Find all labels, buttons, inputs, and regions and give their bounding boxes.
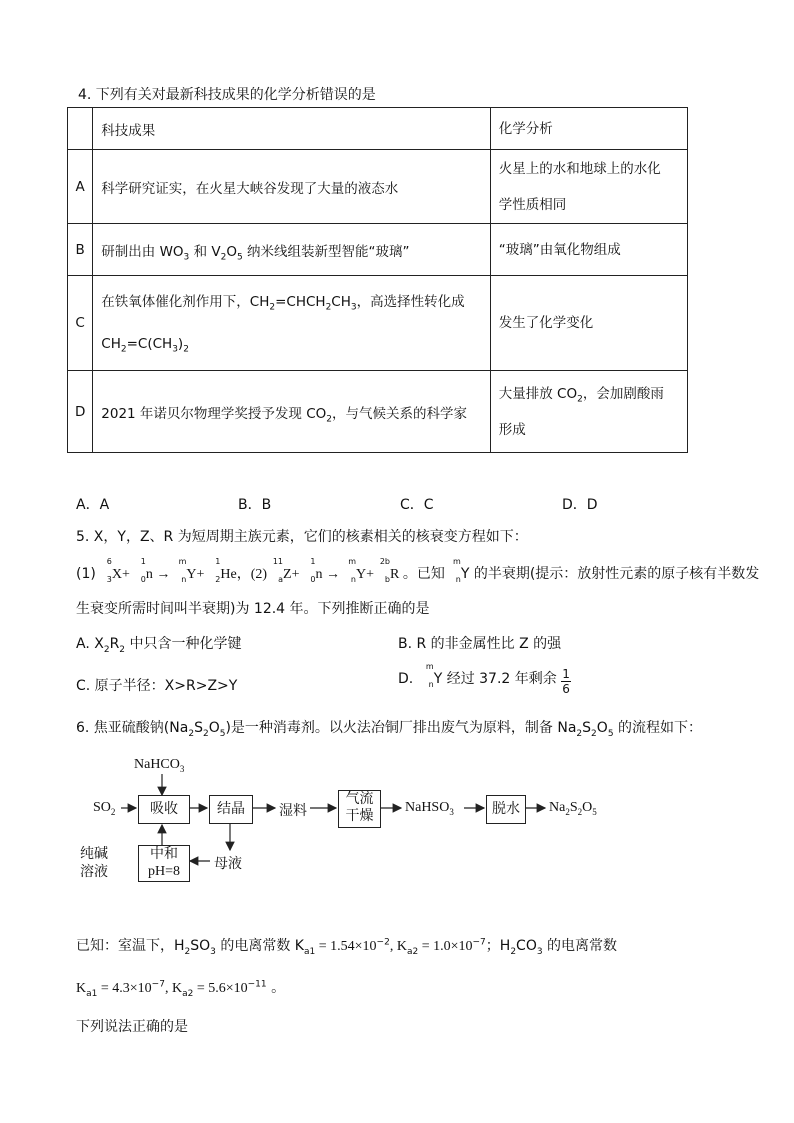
row-analysis: 大量排放 $CO_2$，会加剧酸雨 形成	[490, 371, 687, 453]
q4-table	[67, 107, 688, 453]
row-analysis: 火星上的水和地球上的水化 学性质相同	[490, 150, 687, 224]
q4-stem: 4. 下列有关对最新科技成果的化学分析错误的是	[78, 87, 376, 103]
row-label: C	[68, 276, 93, 371]
q6-known-line1: 已知：室温下，$H_2SO_3$ 的电离常数 $K_{a1} = 1.54\times 10^{-2}$, $K_{a2} = 1.0\times 10^{-7}$；$H_2CO_3$ 的电离常数	[76, 937, 618, 957]
flow-absorb-box: 吸收	[138, 795, 190, 824]
q6-known-line2: $K_{a1} = 4.3\times 10^{-7}$, $K_{a2} = 5.6\times 10^{-11}$ 。	[76, 979, 286, 999]
row-label: B	[68, 224, 93, 276]
table-row	[68, 224, 688, 276]
flow-wet: 湿料	[279, 804, 307, 819]
flow-soda: 纯碱 溶液	[80, 847, 108, 880]
q4-option-b: B．B	[238, 497, 272, 513]
flow-mother: 母液	[214, 857, 242, 872]
table-row	[68, 150, 688, 224]
flow-crystal-box: 结晶	[209, 795, 253, 824]
table-header-row	[68, 108, 688, 150]
q5-stem: 5. X，Y，Z、R 为短周期主族元素，它们的核素相关的核衰变方程如下：	[76, 529, 528, 545]
flow-nahco3: NaHCO$_3$	[134, 757, 185, 774]
row-achievement: 在铁氧体催化剂作用下，$CH_2=CHCH_2CH_3$，高选择性转化成 $CH_2=C(CH_3)_2$	[93, 276, 490, 371]
q5-equations: (1) 6 3 X+ 1 0 n → m n Y+ 1 2 He，(2) 11 a Z+ 1 0 n → m n Y+ 2b b R 。已知 m n Y 的半衰期(提示：放射性元素的原子核有半数发	[76, 557, 760, 584]
flow-neutral-box: 中和 pH=8	[138, 845, 190, 882]
row-analysis: 发生了化学变化	[490, 276, 687, 371]
q5-option-d: D. m n Y 经过 37.2 年剩余 $\frac{1}{6}$	[398, 662, 570, 696]
flow-product: $Na_2S_2O_5$	[549, 800, 597, 817]
row-achievement: 科学研究证实，在火星大峡谷发现了大量的液态水	[93, 150, 490, 224]
flow-dehydrate-box: 脱水	[486, 795, 526, 824]
q5-option-a: A. $X_2R_2$ 中只含一种化学键	[76, 636, 242, 655]
table-row	[68, 276, 688, 371]
q4-option-a: A．A	[76, 497, 110, 513]
row-achievement: 2021 年诺贝尔物理学奖授予发现 $CO_2$，与气候关系的科学家	[93, 371, 490, 453]
q6-stem: 6. 焦亚硫酸钠$(Na_2S_2O_5)$是一种消毒剂。以火法冶铜厂排出废气为原料，制备 $Na_2S_2O_5$ 的流程如下：	[76, 720, 702, 739]
fraction: $\frac{1}{6}$	[562, 667, 570, 696]
row-analysis: “玻璃”由氧化物组成	[490, 224, 687, 276]
q5-option-c: C. 原子半径：X>R>Z>Y	[76, 678, 238, 694]
row-achievement: 研制出由 $WO_3$ 和 $V_2O_5$ 纳米线组装新型智能“玻璃”	[93, 224, 490, 276]
flow-nahso3: NaHSO$_3$	[405, 800, 454, 817]
flow-dry-box: 气流 干燥	[338, 790, 381, 828]
q5-stem-line2: 生衰变所需时间叫半衰期)为 12.4 年。下列推断正确的是	[76, 601, 430, 617]
q5-option-b: B. R 的非金属性比 Z 的强	[398, 636, 562, 652]
q6-closing: 下列说法正确的是	[76, 1019, 188, 1035]
table-row	[68, 371, 688, 453]
flow-so2: $SO_2$	[93, 800, 116, 817]
q4-option-c: C．C	[400, 497, 434, 513]
row-label: A	[68, 150, 93, 224]
header-achievement: 科技成果	[93, 108, 490, 150]
q4-option-d: D．D	[562, 497, 598, 513]
header-analysis: 化学分析	[490, 108, 687, 150]
row-label: D	[68, 371, 93, 453]
